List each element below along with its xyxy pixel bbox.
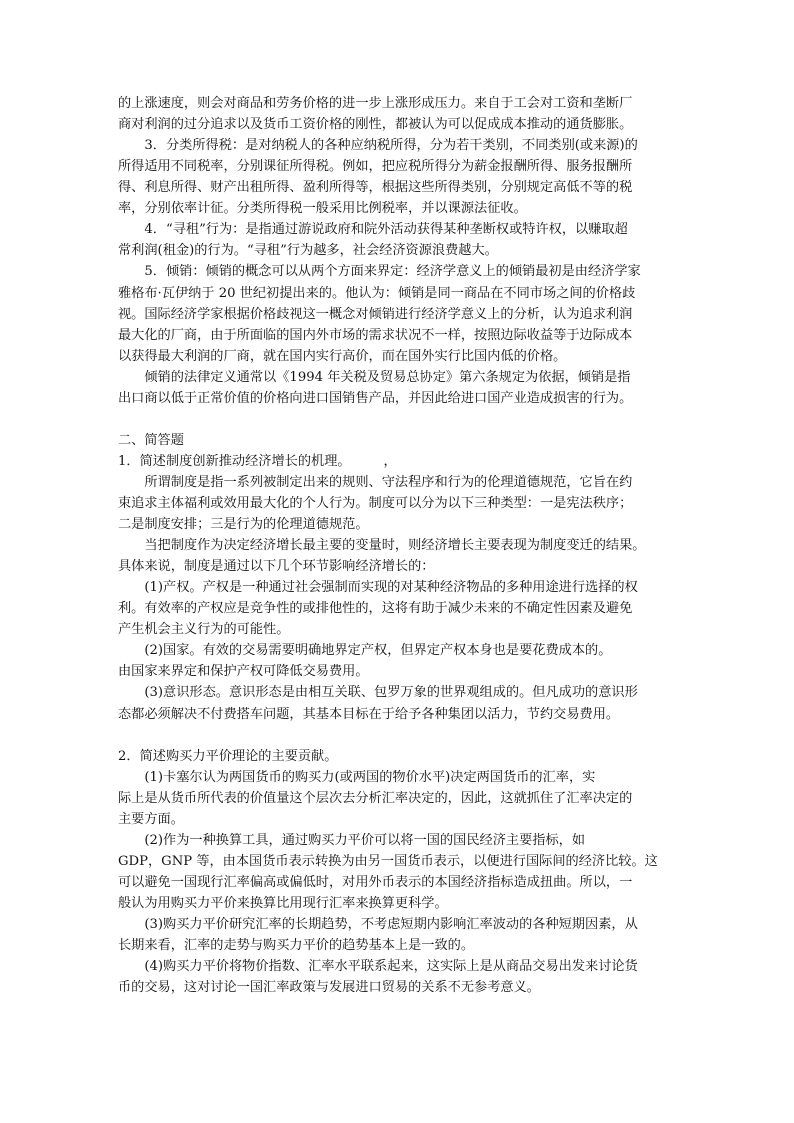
text-line: 倾销的法律定义通常以《1994 年关税及贸易总协定》第六条规定为依据，倾销是指 — [118, 369, 631, 385]
text-line: 以获得最大利润的厂商，就在国内实行高价，而在国外实行比国内低的价格。 — [118, 348, 567, 364]
text-line: 二是制度安排；三是行为的伦理道德规范。 — [118, 517, 369, 532]
text-line: (1)卡塞尔认为两国货币的购买力(或两国的物价水平)决定两国货币的汇率，实 — [118, 769, 596, 785]
text-line: 4．“寻租”行为：是指通过游说政府和院外活动获得某种垄断权或特许权，以赚取超 — [118, 222, 628, 238]
text-line: 出口商以低于正常价值的价格向进口国销售产品，并因此给进口国产业造成损害的行为。 — [118, 390, 633, 406]
text-line: 态都必须解决不付费搭车问题，其基本目标在于给予各种集团以活力，节约交易费用。 — [118, 706, 620, 722]
text-line: (2)国家。有效的交易需要明确地界定产权，但界定产权本身也是要花费成本的。 — [118, 643, 612, 659]
text-line: 般认为用购买力平价来换算比用现行汇率来换算更科学。 — [118, 895, 448, 911]
text-line: 际上是从货币所代表的价值量这个层次去分析汇率决定的，因此，这就抓住了汇率决定的 — [118, 790, 633, 806]
text-line: 率，分别依率计征。分类所得税一般采用比例税率，并以课源法征收。 — [118, 201, 527, 217]
text-line: 3．分类所得税：是对纳税人的各种应纳税所得，分为若干类别，不同类别(或来源)的 — [118, 138, 638, 154]
text-line: 长期来看，汇率的走势与购买力平价的趋势基本上是一致的。 — [118, 938, 475, 953]
text-line: 所得适用不同税率，分别课征所得税。例如，把应税所得分为薪金报酬所得、服务报酬所 — [118, 159, 633, 175]
text-line: 5．倾销：倾销的概念可以从两个方面来界定：经济学意义上的倾销最初是由经济学家 — [118, 264, 641, 280]
text-line: 束追求主体福利或效用最大化的个人行为。制度可以分为以下三种类型：一是宪法秩序； — [118, 495, 633, 511]
text-line: 的上涨速度，则会对商品和劳务价格的进一步上涨形成压力。来自于工会对工资和垄断厂 — [118, 96, 633, 111]
text-line: 可以避免一国现行汇率偏高或偏低时，对用外币表示的本国经济指标造成扭曲。所以，一 — [118, 874, 633, 890]
text-line: 主要方面。 — [118, 811, 184, 827]
text-line: 币的交易，这对讨论一国汇率政策与发展进口贸易的关系不无参考意义。 — [118, 980, 540, 996]
text-line: (4)购买力平价将物价指数、汇率水平联系起来，这实际上是从商品交易出发来讨论货 — [118, 959, 638, 975]
text-line: 利。有效率的产权应是竞争性的或排他性的，这将有助于减少未来的不确定性因素及避免 — [118, 601, 633, 617]
text-line: 具体来说，制度是通过以下几个环节影响经济增长的： — [118, 559, 435, 575]
text-line: (1)产权。产权是一种通过社会强制而实现的对某种经济物品的多种用途进行选择的权 — [118, 580, 638, 596]
text-line: 1．简述制度创新推动经济增长的机理。 ， — [118, 453, 397, 469]
text-line: 雅格布·瓦伊纳于 20 世纪初提出来的。他认为：倾销是同一商品在不同市场之间的价格歧 — [118, 285, 636, 301]
text-line: 产生机会主义行为的可能性。 — [118, 622, 290, 638]
text-line: (2)作为一种换算工具，通过购买力平价可以将一国的国民经济主要指标，如 — [118, 832, 586, 848]
text-line: (3)购买力平价研究汇率的长期趋势，不考虑短期内影响汇率波动的各种短期因素，从 — [118, 917, 638, 932]
text-line: 常利润(租金)的行为。“寻租”行为越多，社会经济资源浪费越大。 — [118, 243, 498, 259]
text-line: 二、简答题 — [118, 432, 184, 448]
text-line: 所谓制度是指一系列被制定出来的规则、守法程序和行为的伦理道德规范，它旨在约 — [118, 474, 633, 490]
text-line: (3)意识形态。意识形态是由相互关联、包罗万象的世界观组成的。但凡成功的意识形 — [118, 685, 638, 701]
text-line: 由国家来界定和保护产权可降低交易费用。 — [118, 664, 369, 680]
text-line: 商对利润的过分追求以及货币工资价格的刚性，都被认为可以促成成本推动的通货膨胀。 — [118, 117, 633, 132]
text-line: 当把制度作为决定经济增长最主要的变量时，则经济增长主要表现为制度变迁的结果。 — [118, 538, 646, 553]
text-line: GDP，GNP 等，由本国货币表示转换为由另一国货币表示，以便进行国际间的经济比较。这 — [118, 853, 658, 869]
text-line: 视。国际经济学家根据价格歧视这一概念对倾销进行经济学意义上的分析，认为追求利润 — [118, 306, 633, 322]
text-line: 最大化的厂商，由于所面临的国内外市场的需求状况不一样，按照边际收益等于边际成本 — [118, 327, 633, 343]
text-line: 2．简述购买力平价理论的主要贡献。 — [118, 748, 338, 764]
text-line: 得、利息所得、财产出租所得、盈利所得等，根据这些所得类别，分别规定高低不等的税 — [118, 180, 633, 196]
